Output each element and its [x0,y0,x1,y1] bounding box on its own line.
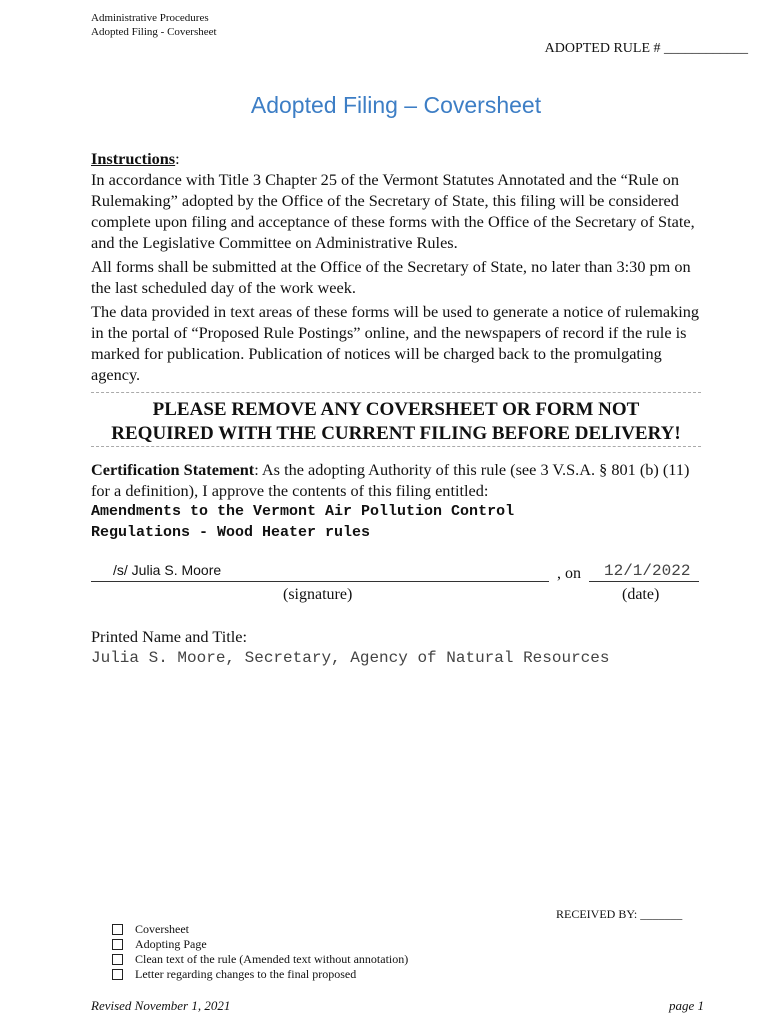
revised-date: Revised November 1, 2021 [91,998,231,1013]
checklist-item[interactable] [112,967,408,982]
signature-line [91,581,549,582]
checkbox[interactable] [112,969,123,980]
warning-line-1: PLEASE REMOVE ANY COVERSHEET OR FORM NOT [152,399,640,420]
certification-label: Certification Statement [91,460,255,479]
on-label: , on [557,565,581,582]
instructions-paragraph-1: In accordance with Title 3 Chapter 25 of the Vermont Statutes Annotated and the “Rule on Rulemaking” adopted by the Office of the Secretary of State, this filing will be considered complete upon filing and acceptance of these forms with the Office of the Secretary of State, and the Legislative Committee on Administrative Rules. [91,170,695,252]
checklist-label: Clean text of the rule (Amended text without annotation) [135,952,409,966]
instructions-paragraph-2: All forms shall be submitted at the Office of the Secretary of State, no later than 3:30 pm on the last scheduled day of the work week. [91,257,691,297]
divider-top [91,392,701,393]
warning-line-2: REQUIRED WITH THE CURRENT FILING BEFORE DELIVERY! [111,423,681,444]
certification-section [91,459,711,543]
checklist-label: Letter regarding changes to the final proposed [135,967,357,981]
checkbox[interactable] [112,924,123,935]
certification-text: : As the adopting Authority of this rule (see 3 V.S.A. § 801 (b) (11) for a definition), I approve the contents of this filing entitled: [91,460,690,500]
instructions-colon: : [175,149,180,168]
page-number: page 1 [668,998,704,1013]
page-title: Adopted Filing – Coversheet [250,92,542,118]
filing-title-line-2: Regulations - Wood Heater rules [91,524,371,541]
checkbox[interactable] [112,939,123,950]
received-by-label: RECEIVED BY: _______ [556,907,683,921]
header-line-1: Administrative Procedures [91,12,209,24]
checkbox[interactable] [112,954,123,965]
checklist-item[interactable] [112,937,408,952]
printed-name-label: Printed Name and Title: [91,627,248,646]
checklist [112,922,408,982]
divider-bottom [91,446,701,447]
checklist-label: Coversheet [135,922,189,936]
checklist-item[interactable] [112,922,408,937]
date-field[interactable]: 12/1/2022 [604,562,691,580]
checklist-item[interactable] [112,952,408,967]
instructions-section [91,148,711,388]
date-line [589,581,699,582]
printed-name-field[interactable]: Julia S. Moore, Secretary, Agency of Natural Resources [91,649,610,667]
instructions-paragraph-3: The data provided in text areas of these forms will be used to generate a notice of rulemaking in the portal of “Proposed Rule Postings” online, and the newspapers of record if the rule is marked for publication. Publication of notices will be charged back to the promulgating agency. [91,302,700,384]
checklist-label: Adopting Page [135,937,207,951]
instructions-heading: Instructions [91,149,176,168]
filing-title-line-1: Amendments to the Vermont Air Pollution Control [91,503,515,520]
header-line-2: Adopted Filing - Coversheet [91,26,217,38]
date-caption: (date) [622,586,660,603]
signature-field[interactable]: /s/ Julia S. Moore [113,562,222,578]
signature-caption: (signature) [283,586,353,603]
adopted-rule-number-field[interactable]: ADOPTED RULE # ____________ [544,41,748,56]
